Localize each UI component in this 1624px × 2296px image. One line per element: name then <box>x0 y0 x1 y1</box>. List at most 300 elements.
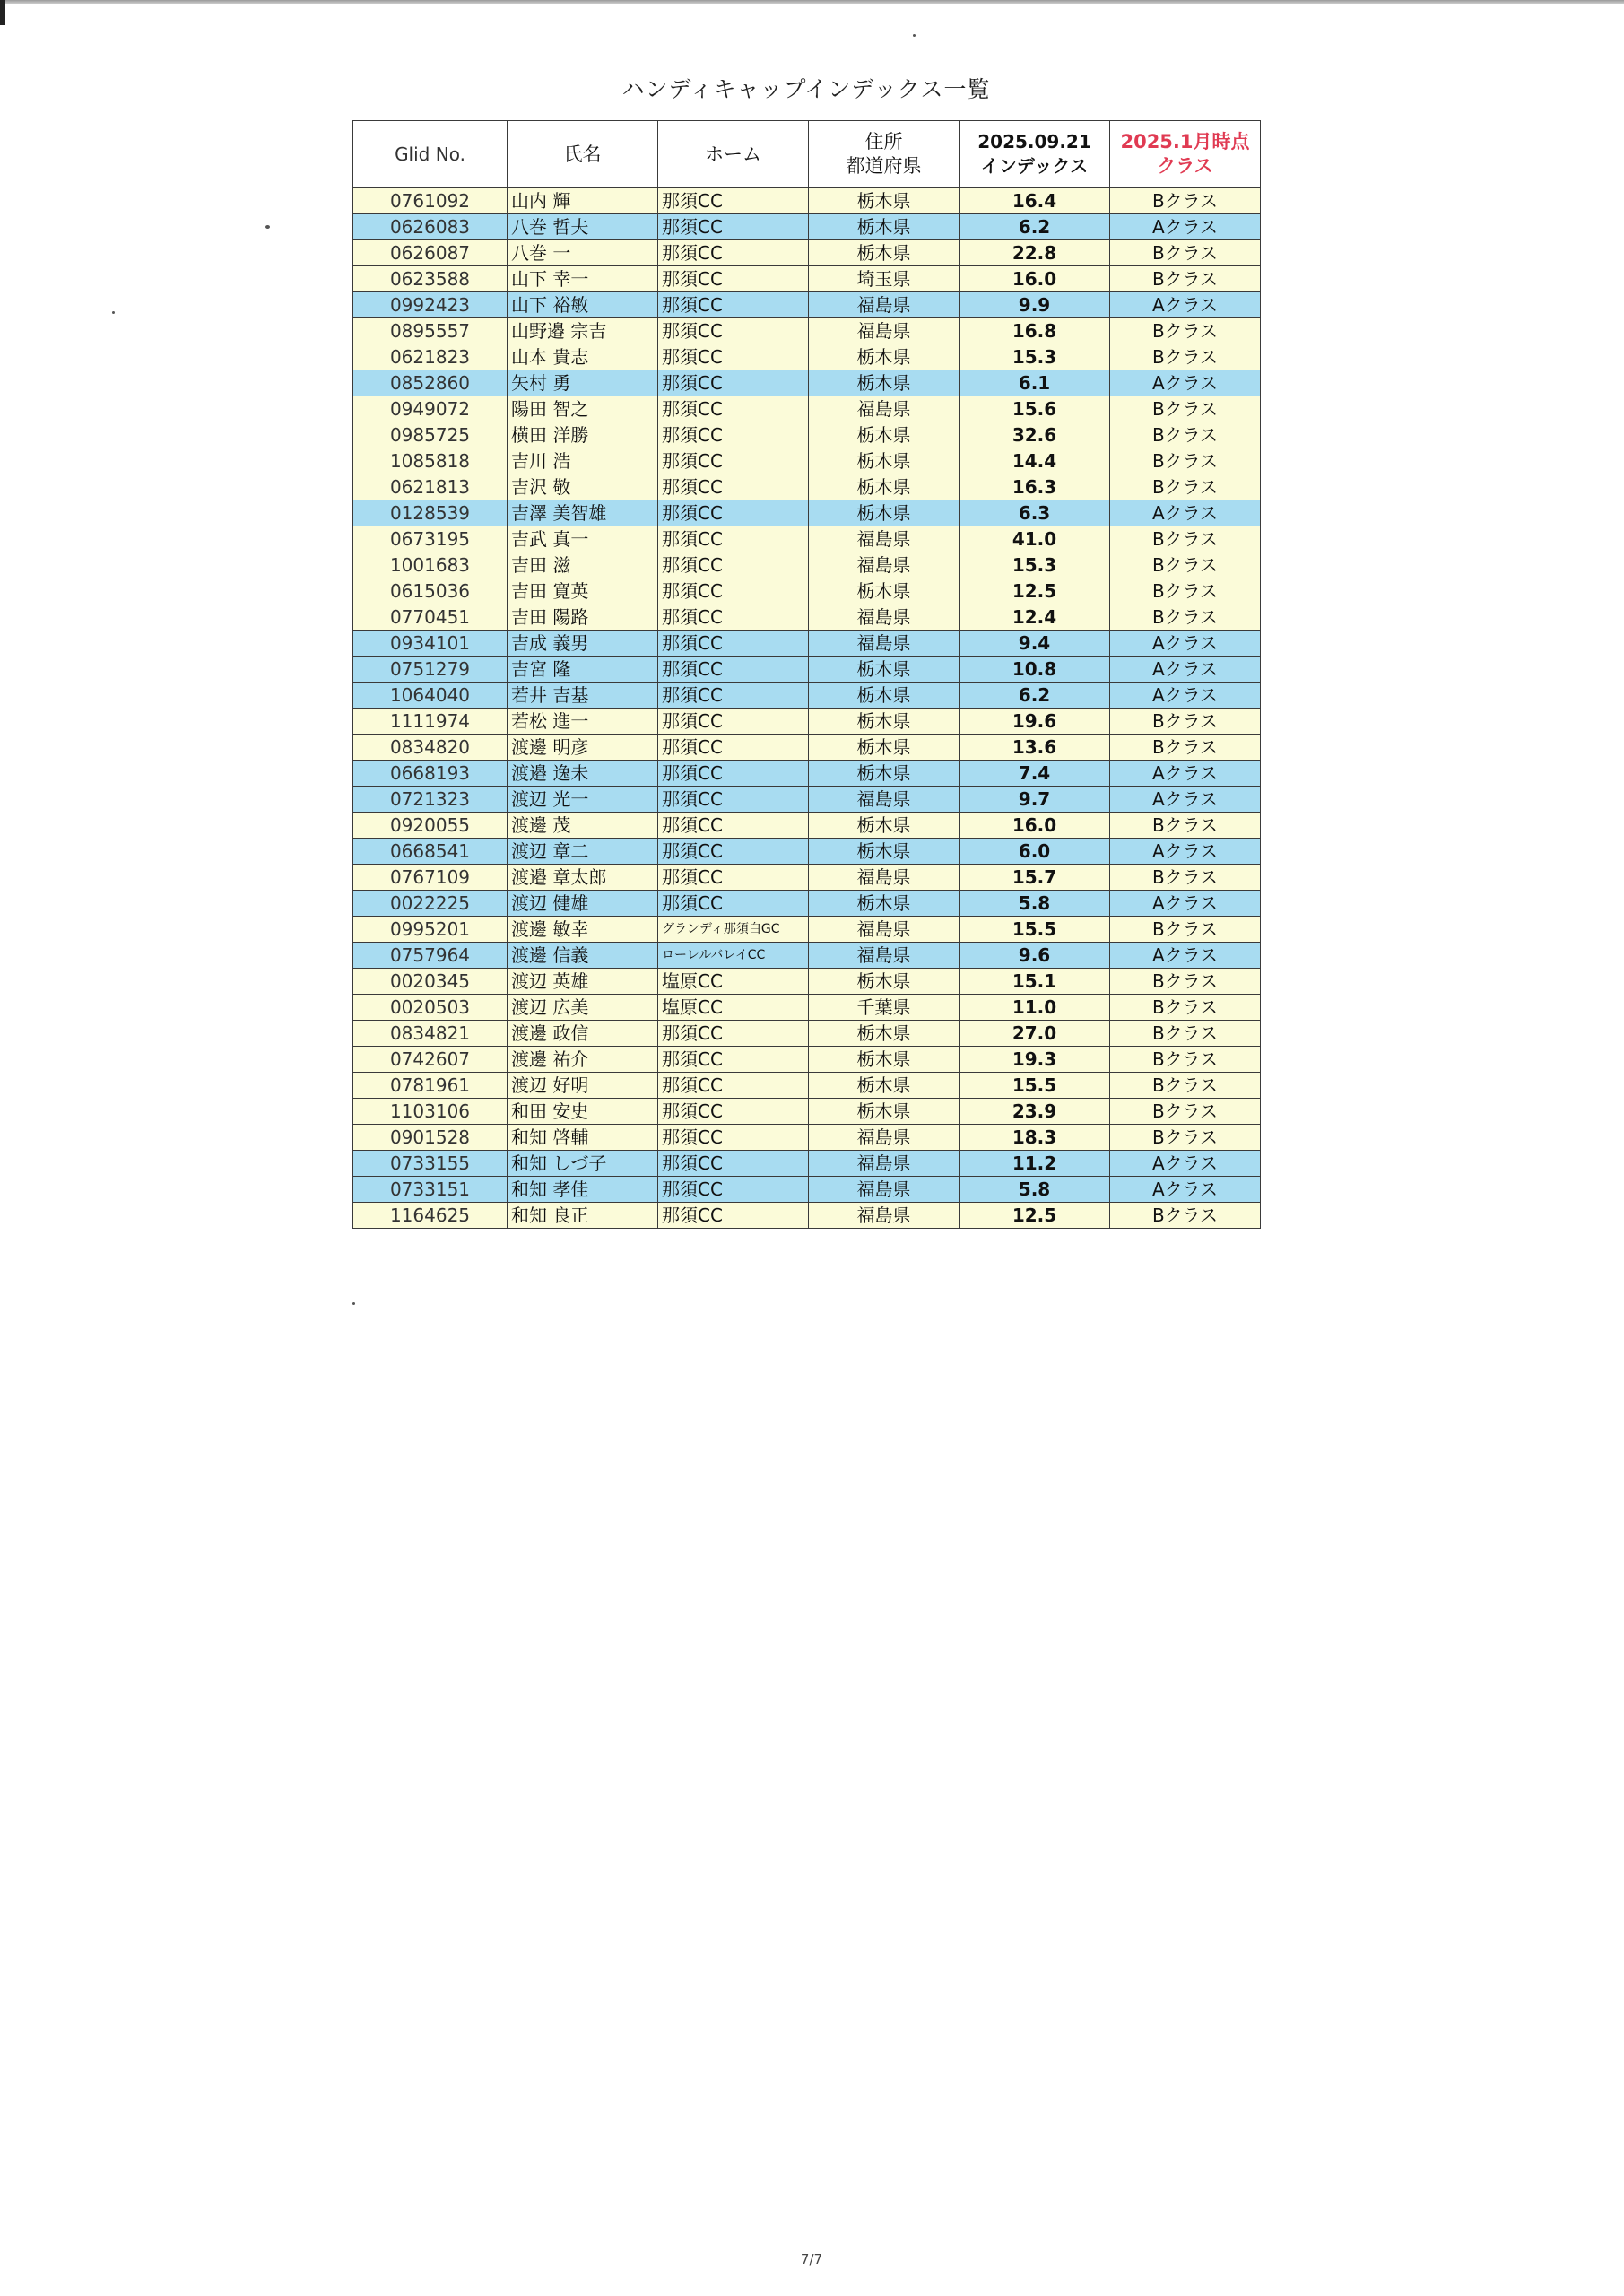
table-row <box>353 865 1261 891</box>
cell-home: 那須CC <box>658 1151 809 1177</box>
cell-home: 那須CC <box>658 526 809 552</box>
table-row <box>353 1047 1261 1073</box>
cell-home: 那須CC <box>658 396 809 422</box>
cell-name: 和田 安史 <box>508 1099 658 1125</box>
cell-index: 16.8 <box>960 318 1110 344</box>
cell-index: 12.4 <box>960 604 1110 631</box>
header-index-line1: 2025.09.21 <box>977 131 1091 152</box>
table-row <box>353 422 1261 448</box>
header-index <box>960 121 1110 188</box>
cell-glid: 0949072 <box>353 396 508 422</box>
cell-glid: 0673195 <box>353 526 508 552</box>
cell-index: 32.6 <box>960 422 1110 448</box>
table-row <box>353 631 1261 657</box>
cell-prefecture: 福島県 <box>809 1125 960 1151</box>
scan-speck <box>913 34 916 37</box>
cell-glid: 0668541 <box>353 839 508 865</box>
cell-prefecture: 栃木県 <box>809 344 960 370</box>
cell-name: 渡辺 章二 <box>508 839 658 865</box>
cell-prefecture: 栃木県 <box>809 969 960 995</box>
table-row <box>353 683 1261 709</box>
cell-home: 那須CC <box>658 891 809 917</box>
table-row <box>353 1177 1261 1203</box>
cell-prefecture: 栃木県 <box>809 657 960 683</box>
cell-home: 那須CC <box>658 657 809 683</box>
cell-class: Bクラス <box>1110 1021 1261 1047</box>
cell-glid: 0615036 <box>353 578 508 604</box>
cell-class: Bクラス <box>1110 1047 1261 1073</box>
cell-class: Bクラス <box>1110 1125 1261 1151</box>
scan-corner-mark <box>0 0 5 25</box>
cell-home: 那須CC <box>658 240 809 266</box>
cell-name: 山下 幸一 <box>508 266 658 292</box>
cell-home: 那須CC <box>658 1125 809 1151</box>
table-row <box>353 1125 1261 1151</box>
cell-prefecture: 福島県 <box>809 552 960 578</box>
cell-index: 10.8 <box>960 657 1110 683</box>
cell-name: 和知 啓輔 <box>508 1125 658 1151</box>
cell-home: 塩原CC <box>658 969 809 995</box>
cell-index: 16.0 <box>960 813 1110 839</box>
cell-glid: 0733151 <box>353 1177 508 1203</box>
cell-class: Bクラス <box>1110 526 1261 552</box>
table-row <box>353 1151 1261 1177</box>
cell-name: 若松 進一 <box>508 709 658 735</box>
cell-class: Aクラス <box>1110 1177 1261 1203</box>
cell-name: 渡辺 英雄 <box>508 969 658 995</box>
cell-prefecture: 栃木県 <box>809 214 960 240</box>
header-name-label: 氏名 <box>563 143 602 165</box>
cell-home: グランディ那須白GC <box>658 917 809 943</box>
table-row <box>353 735 1261 761</box>
cell-home: 那須CC <box>658 370 809 396</box>
cell-glid: 0022225 <box>353 891 508 917</box>
cell-home: ローレルバレイCC <box>658 943 809 969</box>
cell-home: 那須CC <box>658 578 809 604</box>
table-row <box>353 917 1261 943</box>
cell-home: 那須CC <box>658 318 809 344</box>
cell-glid: 0621813 <box>353 474 508 500</box>
cell-class: Bクラス <box>1110 1203 1261 1229</box>
cell-glid: 0834820 <box>353 735 508 761</box>
cell-class: Aクラス <box>1110 683 1261 709</box>
cell-index: 9.6 <box>960 943 1110 969</box>
table-row <box>353 526 1261 552</box>
cell-name: 渡辺 光一 <box>508 787 658 813</box>
table-row <box>353 1073 1261 1099</box>
cell-prefecture: 福島県 <box>809 1151 960 1177</box>
table-row <box>353 761 1261 787</box>
cell-class: Bクラス <box>1110 474 1261 500</box>
cell-glid: 0767109 <box>353 865 508 891</box>
cell-index: 22.8 <box>960 240 1110 266</box>
cell-prefecture: 栃木県 <box>809 578 960 604</box>
cell-index: 13.6 <box>960 735 1110 761</box>
cell-name: 若井 吉基 <box>508 683 658 709</box>
table-row <box>353 1021 1261 1047</box>
cell-name: 渡邉 逸未 <box>508 761 658 787</box>
cell-home: 那須CC <box>658 188 809 214</box>
cell-prefecture: 福島県 <box>809 1177 960 1203</box>
cell-home: 那須CC <box>658 1073 809 1099</box>
cell-glid: 0770451 <box>353 604 508 631</box>
cell-glid: 0934101 <box>353 631 508 657</box>
cell-name: 吉沢 敬 <box>508 474 658 500</box>
cell-home: 那須CC <box>658 448 809 474</box>
cell-home: 那須CC <box>658 344 809 370</box>
cell-prefecture: 栃木県 <box>809 500 960 526</box>
cell-prefecture: 栃木県 <box>809 188 960 214</box>
cell-glid: 1064040 <box>353 683 508 709</box>
cell-index: 16.0 <box>960 266 1110 292</box>
table-row <box>353 396 1261 422</box>
cell-prefecture: 埼玉県 <box>809 266 960 292</box>
cell-class: Bクラス <box>1110 318 1261 344</box>
cell-prefecture: 栃木県 <box>809 1099 960 1125</box>
cell-home: 那須CC <box>658 631 809 657</box>
cell-home: 那須CC <box>658 1203 809 1229</box>
cell-index: 12.5 <box>960 1203 1110 1229</box>
cell-glid: 1164625 <box>353 1203 508 1229</box>
cell-class: Bクラス <box>1110 709 1261 735</box>
table-header-row <box>353 121 1261 188</box>
cell-index: 14.4 <box>960 448 1110 474</box>
cell-index: 19.3 <box>960 1047 1110 1073</box>
cell-name: 山下 裕敏 <box>508 292 658 318</box>
cell-class: Bクラス <box>1110 969 1261 995</box>
cell-prefecture: 栃木県 <box>809 1021 960 1047</box>
cell-prefecture: 福島県 <box>809 292 960 318</box>
cell-class: Aクラス <box>1110 1151 1261 1177</box>
cell-home: 那須CC <box>658 761 809 787</box>
cell-prefecture: 福島県 <box>809 787 960 813</box>
cell-index: 6.2 <box>960 683 1110 709</box>
cell-class: Aクラス <box>1110 657 1261 683</box>
cell-class: Bクラス <box>1110 865 1261 891</box>
cell-prefecture: 福島県 <box>809 318 960 344</box>
header-glid <box>353 121 508 188</box>
cell-name: 吉田 滋 <box>508 552 658 578</box>
cell-glid: 0742607 <box>353 1047 508 1073</box>
cell-index: 9.4 <box>960 631 1110 657</box>
cell-name: 八巻 哲夫 <box>508 214 658 240</box>
cell-class: Aクラス <box>1110 787 1261 813</box>
page-number: 7/7 <box>800 2251 823 2267</box>
table-row <box>353 318 1261 344</box>
cell-index: 15.7 <box>960 865 1110 891</box>
cell-name: 吉宮 隆 <box>508 657 658 683</box>
cell-prefecture: 千葉県 <box>809 995 960 1021</box>
cell-class: Aクラス <box>1110 891 1261 917</box>
cell-prefecture: 栃木県 <box>809 891 960 917</box>
cell-prefecture: 栃木県 <box>809 761 960 787</box>
cell-glid: 0668193 <box>353 761 508 787</box>
cell-name: 渡邊 明彦 <box>508 735 658 761</box>
cell-class: Aクラス <box>1110 761 1261 787</box>
cell-class: Aクラス <box>1110 631 1261 657</box>
cell-class: Bクラス <box>1110 396 1261 422</box>
cell-glid: 1001683 <box>353 552 508 578</box>
cell-name: 渡邊 信義 <box>508 943 658 969</box>
cell-prefecture: 福島県 <box>809 943 960 969</box>
cell-home: 那須CC <box>658 683 809 709</box>
header-index-line2: インデックス <box>980 155 1089 177</box>
table-row <box>353 969 1261 995</box>
table-row <box>353 604 1261 631</box>
cell-glid: 0834821 <box>353 1021 508 1047</box>
cell-prefecture: 福島県 <box>809 917 960 943</box>
cell-index: 5.8 <box>960 891 1110 917</box>
cell-glid: 0920055 <box>353 813 508 839</box>
cell-prefecture: 栃木県 <box>809 448 960 474</box>
cell-name: 吉澤 美智雄 <box>508 500 658 526</box>
header-prefecture-line2: 都道府県 <box>846 155 922 177</box>
header-class-line2: クラス <box>1157 155 1213 177</box>
cell-prefecture: 福島県 <box>809 631 960 657</box>
cell-glid: 1085818 <box>353 448 508 474</box>
cell-home: 那須CC <box>658 422 809 448</box>
cell-prefecture: 栃木県 <box>809 813 960 839</box>
header-prefecture <box>809 121 960 188</box>
cell-name: 和知 しづ子 <box>508 1151 658 1177</box>
cell-class: Bクラス <box>1110 448 1261 474</box>
cell-name: 渡邉 章太郎 <box>508 865 658 891</box>
cell-prefecture: 栃木県 <box>809 709 960 735</box>
cell-home: 那須CC <box>658 735 809 761</box>
cell-index: 16.4 <box>960 188 1110 214</box>
header-name <box>508 121 658 188</box>
cell-index: 6.0 <box>960 839 1110 865</box>
cell-index: 11.2 <box>960 1151 1110 1177</box>
cell-name: 渡邊 祐介 <box>508 1047 658 1073</box>
cell-index: 6.1 <box>960 370 1110 396</box>
cell-glid: 0985725 <box>353 422 508 448</box>
cell-prefecture: 栃木県 <box>809 683 960 709</box>
cell-name: 山野邉 宗吉 <box>508 318 658 344</box>
cell-home: 塩原CC <box>658 995 809 1021</box>
table-row <box>353 292 1261 318</box>
cell-name: 渡邊 政信 <box>508 1021 658 1047</box>
cell-glid: 0020345 <box>353 969 508 995</box>
cell-prefecture: 福島県 <box>809 1203 960 1229</box>
table-row <box>353 370 1261 396</box>
cell-glid: 0626087 <box>353 240 508 266</box>
cell-prefecture: 栃木県 <box>809 240 960 266</box>
cell-name: 山内 輝 <box>508 188 658 214</box>
cell-home: 那須CC <box>658 552 809 578</box>
header-home-label: ホーム <box>705 143 761 165</box>
cell-index: 12.5 <box>960 578 1110 604</box>
header-class <box>1110 121 1261 188</box>
cell-class: Bクラス <box>1110 266 1261 292</box>
cell-home: 那須CC <box>658 214 809 240</box>
cell-class: Bクラス <box>1110 995 1261 1021</box>
table-row <box>353 552 1261 578</box>
cell-home: 那須CC <box>658 1021 809 1047</box>
cell-home: 那須CC <box>658 1177 809 1203</box>
table-row <box>353 448 1261 474</box>
cell-home: 那須CC <box>658 709 809 735</box>
handicap-table <box>352 120 1261 1229</box>
cell-class: Bクラス <box>1110 917 1261 943</box>
cell-home: 那須CC <box>658 1099 809 1125</box>
cell-glid: 0757964 <box>353 943 508 969</box>
cell-home: 那須CC <box>658 865 809 891</box>
cell-index: 23.9 <box>960 1099 1110 1125</box>
cell-index: 7.4 <box>960 761 1110 787</box>
table-row <box>353 657 1261 683</box>
cell-home: 那須CC <box>658 813 809 839</box>
cell-index: 15.6 <box>960 396 1110 422</box>
table-row <box>353 188 1261 214</box>
cell-glid: 1103106 <box>353 1099 508 1125</box>
cell-prefecture: 栃木県 <box>809 474 960 500</box>
table-row <box>353 943 1261 969</box>
table-row <box>353 240 1261 266</box>
cell-class: Bクラス <box>1110 735 1261 761</box>
cell-index: 15.5 <box>960 1073 1110 1099</box>
cell-index: 5.8 <box>960 1177 1110 1203</box>
cell-index: 27.0 <box>960 1021 1110 1047</box>
cell-home: 那須CC <box>658 604 809 631</box>
cell-class: Bクラス <box>1110 578 1261 604</box>
cell-name: 山本 貴志 <box>508 344 658 370</box>
cell-glid: 0623588 <box>353 266 508 292</box>
cell-index: 15.5 <box>960 917 1110 943</box>
cell-name: 吉成 義男 <box>508 631 658 657</box>
cell-name: 横田 洋勝 <box>508 422 658 448</box>
cell-glid: 0852860 <box>353 370 508 396</box>
cell-prefecture: 栃木県 <box>809 1047 960 1073</box>
cell-glid: 0733155 <box>353 1151 508 1177</box>
cell-glid: 0995201 <box>353 917 508 943</box>
cell-name: 吉川 浩 <box>508 448 658 474</box>
table-row <box>353 1099 1261 1125</box>
cell-name: 吉武 真一 <box>508 526 658 552</box>
table-row <box>353 500 1261 526</box>
cell-glid: 0781961 <box>353 1073 508 1099</box>
cell-index: 11.0 <box>960 995 1110 1021</box>
cell-glid: 0901528 <box>353 1125 508 1151</box>
cell-prefecture: 福島県 <box>809 396 960 422</box>
cell-index: 9.7 <box>960 787 1110 813</box>
header-prefecture-line1: 住所 <box>864 131 903 152</box>
table-row <box>353 813 1261 839</box>
cell-class: Bクラス <box>1110 422 1261 448</box>
cell-glid: 0626083 <box>353 214 508 240</box>
cell-class: Bクラス <box>1110 604 1261 631</box>
cell-class: Bクラス <box>1110 1099 1261 1125</box>
cell-class: Aクラス <box>1110 839 1261 865</box>
cell-class: Aクラス <box>1110 214 1261 240</box>
cell-name: 和知 良正 <box>508 1203 658 1229</box>
cell-index: 15.3 <box>960 552 1110 578</box>
cell-class: Aクラス <box>1110 292 1261 318</box>
cell-prefecture: 栃木県 <box>809 422 960 448</box>
cell-glid: 0751279 <box>353 657 508 683</box>
cell-name: 吉田 陽路 <box>508 604 658 631</box>
cell-prefecture: 栃木県 <box>809 1073 960 1099</box>
cell-index: 6.3 <box>960 500 1110 526</box>
table-row <box>353 839 1261 865</box>
cell-name: 渡辺 広美 <box>508 995 658 1021</box>
cell-glid: 1111974 <box>353 709 508 735</box>
cell-name: 渡邊 茂 <box>508 813 658 839</box>
scan-speck <box>265 225 270 229</box>
table-body <box>353 188 1261 1229</box>
cell-class: Bクラス <box>1110 344 1261 370</box>
scan-speck <box>112 311 115 314</box>
table-row <box>353 709 1261 735</box>
cell-home: 那須CC <box>658 1047 809 1073</box>
cell-class: Bクラス <box>1110 552 1261 578</box>
table-row <box>353 344 1261 370</box>
cell-index: 18.3 <box>960 1125 1110 1151</box>
table-row <box>353 891 1261 917</box>
cell-glid: 0761092 <box>353 188 508 214</box>
cell-index: 16.3 <box>960 474 1110 500</box>
table-row <box>353 787 1261 813</box>
cell-index: 19.6 <box>960 709 1110 735</box>
cell-name: 和知 孝佳 <box>508 1177 658 1203</box>
cell-glid: 0992423 <box>353 292 508 318</box>
cell-home: 那須CC <box>658 500 809 526</box>
scan-speck <box>352 1302 355 1305</box>
cell-class: Bクラス <box>1110 813 1261 839</box>
cell-class: Aクラス <box>1110 370 1261 396</box>
cell-index: 9.9 <box>960 292 1110 318</box>
scan-top-edge <box>0 0 1624 4</box>
cell-name: 渡邊 敏幸 <box>508 917 658 943</box>
cell-class: Bクラス <box>1110 1073 1261 1099</box>
cell-glid: 0721323 <box>353 787 508 813</box>
table-row <box>353 474 1261 500</box>
cell-home: 那須CC <box>658 292 809 318</box>
cell-index: 6.2 <box>960 214 1110 240</box>
table-row <box>353 578 1261 604</box>
cell-class: Bクラス <box>1110 188 1261 214</box>
cell-name: 渡辺 健雄 <box>508 891 658 917</box>
cell-home: 那須CC <box>658 266 809 292</box>
cell-name: 矢村 勇 <box>508 370 658 396</box>
cell-home: 那須CC <box>658 839 809 865</box>
cell-index: 15.1 <box>960 969 1110 995</box>
cell-index: 41.0 <box>960 526 1110 552</box>
header-home <box>658 121 809 188</box>
table-row <box>353 995 1261 1021</box>
header-glid-label: Glid No. <box>395 143 465 165</box>
cell-name: 渡辺 好明 <box>508 1073 658 1099</box>
table-row <box>353 214 1261 240</box>
cell-glid: 0895557 <box>353 318 508 344</box>
cell-prefecture: 福島県 <box>809 604 960 631</box>
cell-prefecture: 福島県 <box>809 865 960 891</box>
page-title: ハンディキャップインデックス一覧 <box>621 76 991 102</box>
cell-prefecture: 栃木県 <box>809 839 960 865</box>
cell-name: 吉田 寛英 <box>508 578 658 604</box>
cell-prefecture: 栃木県 <box>809 370 960 396</box>
cell-glid: 0020503 <box>353 995 508 1021</box>
cell-class: Aクラス <box>1110 943 1261 969</box>
cell-glid: 0128539 <box>353 500 508 526</box>
header-class-line1: 2025.1月時点 <box>1120 131 1250 152</box>
cell-index: 15.3 <box>960 344 1110 370</box>
cell-glid: 0621823 <box>353 344 508 370</box>
cell-name: 陽田 智之 <box>508 396 658 422</box>
cell-home: 那須CC <box>658 787 809 813</box>
cell-class: Bクラス <box>1110 240 1261 266</box>
cell-prefecture: 福島県 <box>809 526 960 552</box>
